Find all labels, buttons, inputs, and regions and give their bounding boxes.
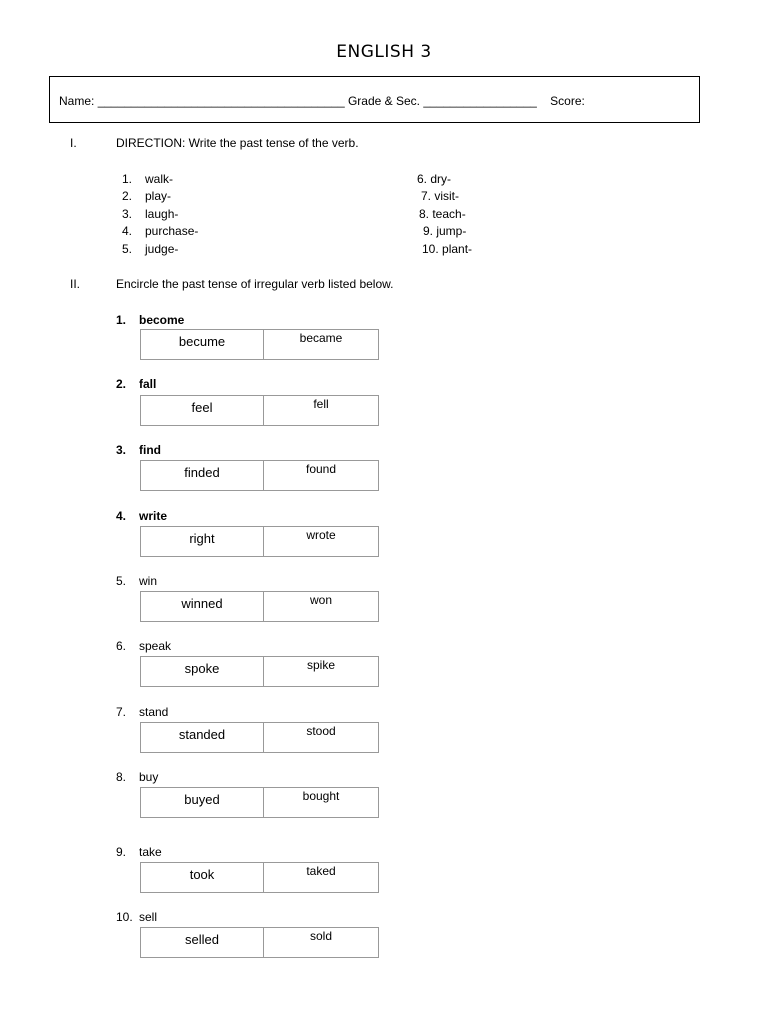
question-8-choices: [140, 787, 379, 818]
part1-item-9: 9. jump-: [423, 224, 467, 238]
choice-a[interactable]: spoke: [141, 657, 264, 686]
choice-b[interactable]: wrote: [306, 528, 336, 542]
question-4-choices: [140, 526, 379, 557]
question-verb: fall: [139, 377, 157, 391]
choice-b[interactable]: became: [299, 331, 343, 345]
question-1-choices: [140, 329, 379, 360]
part1-item-7: 7. visit-: [421, 189, 460, 203]
question-9-choices: [140, 862, 379, 893]
question-number: 5.: [116, 574, 127, 588]
question-2-choices: [140, 395, 379, 426]
part1-direction: DIRECTION: Write the past tense of the verb.: [116, 136, 359, 150]
question-3-choices: [140, 460, 379, 491]
question-verb: become: [139, 313, 185, 327]
choice-b[interactable]: fell: [313, 397, 329, 411]
question-3-label: [116, 443, 161, 457]
item-verb: play-: [145, 189, 172, 203]
question-10-label: [116, 910, 157, 924]
question-1-label: [116, 313, 184, 327]
question-6-choices: [140, 656, 379, 687]
grade-label: Grade & Sec.: [347, 94, 421, 108]
choice-b[interactable]: spike: [306, 658, 335, 672]
worksheet-title: ENGLISH 3: [336, 42, 432, 62]
item-verb: walk-: [145, 172, 174, 186]
question-7-label: [116, 705, 168, 719]
choice-a[interactable]: standed: [141, 723, 264, 752]
question-verb: buy: [139, 770, 159, 784]
part2-direction: Encircle the past tense of irregular verb listed below.: [116, 277, 394, 291]
choice-b[interactable]: bought: [302, 789, 340, 803]
choice-b[interactable]: stood: [306, 724, 336, 738]
choice-a[interactable]: right: [141, 527, 264, 556]
part1-numeral: I.: [70, 136, 77, 150]
choice-b[interactable]: taked: [306, 864, 336, 878]
question-number: 3.: [116, 443, 127, 457]
question-7-choices: [140, 722, 379, 753]
grade-field[interactable]: _________________: [423, 94, 537, 108]
choice-b[interactable]: sold: [309, 929, 332, 943]
question-number: 1.: [116, 313, 127, 327]
question-5-label: [116, 574, 157, 588]
item-verb: purchase-: [145, 224, 199, 238]
item-number: 1.: [121, 172, 132, 186]
question-number: 10.: [116, 910, 133, 924]
choice-a[interactable]: buyed: [141, 788, 264, 817]
item-verb: laugh-: [145, 207, 179, 221]
name-label: Name:: [59, 94, 95, 108]
question-verb: take: [139, 845, 162, 859]
item-verb: judge-: [145, 242, 179, 256]
question-number: 2.: [116, 377, 127, 391]
question-verb: write: [139, 509, 168, 523]
question-8-label: [116, 770, 158, 784]
item-number: 5.: [121, 242, 132, 256]
choice-b[interactable]: won: [309, 593, 332, 607]
question-number: 6.: [116, 639, 127, 653]
question-10-choices: [140, 927, 379, 958]
question-4-label: [116, 509, 167, 523]
question-verb: win: [139, 574, 158, 588]
item-number: 2.: [121, 189, 132, 203]
item-number: 3.: [121, 207, 132, 221]
question-6-label: [116, 639, 171, 653]
choice-b[interactable]: found: [305, 462, 337, 476]
question-2-label: [116, 377, 156, 391]
choice-a[interactable]: feel: [141, 396, 264, 425]
student-info-box: [49, 76, 700, 123]
part2-numeral: II.: [70, 277, 81, 291]
question-verb: speak: [139, 639, 172, 653]
choice-a[interactable]: winned: [141, 592, 264, 621]
question-verb: stand: [139, 705, 169, 719]
part1-item-6: 6. dry-: [417, 172, 452, 186]
item-number: 4.: [121, 224, 132, 238]
question-number: 9.: [116, 845, 127, 859]
part1-item-8: 8. teach-: [419, 207, 466, 221]
question-verb: find: [139, 443, 161, 457]
question-5-choices: [140, 591, 379, 622]
choice-a[interactable]: finded: [141, 461, 264, 490]
question-number: 4.: [116, 509, 127, 523]
question-verb: sell: [139, 910, 158, 924]
question-number: 8.: [116, 770, 127, 784]
question-number: 7.: [116, 705, 127, 719]
name-field[interactable]: _____________________________________: [97, 94, 345, 108]
student-info-line: [59, 94, 585, 108]
choice-a[interactable]: becume: [141, 330, 264, 359]
question-9-label: [116, 845, 162, 859]
score-label: Score:: [550, 94, 585, 108]
choice-a[interactable]: took: [141, 863, 264, 892]
choice-a[interactable]: selled: [141, 928, 264, 957]
part1-item-10: 10. plant-: [422, 242, 473, 256]
